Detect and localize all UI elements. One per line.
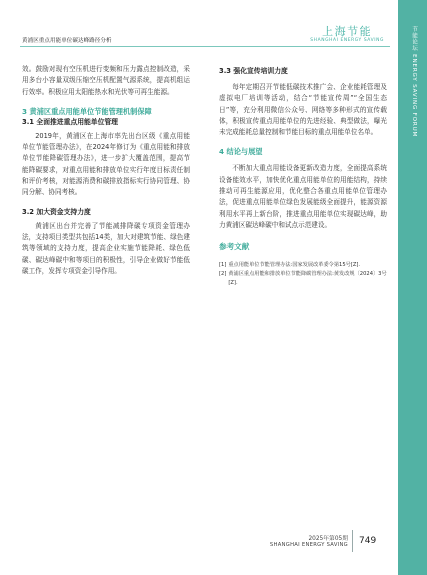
- section-3-1-heading: 3.1 全面推进重点用能单位管理: [22, 117, 118, 126]
- references-heading: 参考文献: [219, 242, 250, 252]
- footer-journal-en: SHANGHAI ENERGY SAVING: [269, 542, 348, 548]
- reference-number: [1]: [219, 261, 227, 268]
- intro-paragraph: 效。鼓励对现有空压机进行变频和压力露点控制改造，采用多台小容量双级压缩空压机配置气源系统，提高机组运行效率。积极应用太阳能热水和光伏等可再生能源。: [22, 65, 190, 96]
- section-3-2-heading: 3.2 加大资金支持力度: [22, 207, 91, 216]
- page-number: 749: [359, 536, 377, 546]
- reference-text: 黄浦区重点用能和排放单位节能降碳管理办法:黄发改规〔2024〕3号[Z].: [228, 270, 387, 286]
- footer-rule: [352, 530, 353, 552]
- section-3-3-heading: 3.3 强化宣传培训力度: [219, 67, 288, 75]
- side-tab-text: 节能论坛 ENERGY SAVING FORUM: [411, 26, 417, 138]
- reference-number: [2]: [219, 270, 227, 277]
- brand-name-cn: 上海节能: [322, 25, 373, 38]
- reference-text: 重点用能单位节能管理办法:国家发展改革委令第15号[Z].: [228, 261, 361, 268]
- reference-item: [219, 261, 387, 270]
- reference-item: [219, 270, 387, 288]
- section-4-heading: 4 结论与展望: [219, 147, 263, 157]
- section-3-heading: 3 黄浦区重点用能单位节能管理机制保障: [22, 106, 152, 116]
- brand: [310, 26, 384, 44]
- right-column: [219, 64, 387, 288]
- section-4-paragraph: 不断加大重点用能设备更新改造力度，全面提高系统设备能效水平，加快优化重点用能单位的用能结构，持续推动可再生能源应用，优化整合各重点用能单位管理办法，促进重点用能单位绿色发展能级全面提升，能源资源利用水平再上新台阶，推进重点用能单位实现碳达峰，助力黄浦区碳达峰碳中和试点示范建设。: [219, 164, 387, 229]
- section-3-1-paragraph: 2019年，黄浦区在上海市率先出台区级《重点用能单位节能管理办法》，在2024年修订为《重点用能和排放单位节能降碳管理办法》，进一步扩大覆盖范围，提高节能降碳要求，对重点用能和排放单位实行年度目标责任制和评价考核，对能源消费和碳排放指标实行协同管理、协同分解、协同考核。: [22, 131, 190, 197]
- left-column: [22, 64, 190, 277]
- footer-issue: 2025年第05期: [308, 536, 348, 542]
- section-3-3-paragraph: 每年定期召开节能低碳技术推广会、企业能耗管理及虚拟电厂培训等活动，结合“节能宣传周”“全国生态日”等，充分利用微信公众号、网络等多种形式的宣传载体，积极宣传重点用能单位的先进经验、典型做法，曝光未完成能耗总量控制和节能目标的重点用能单位名单。: [219, 83, 387, 137]
- section-3-2-paragraph: 黄浦区出台并完善了节能减排降碳专项资金管理办法，支持项目类型共包括14类，加大对建筑节能、绿色建筑等领域的支持力度，提高企业实施节能降耗、绿色低碳、碳达峰碳中和等项目的积极性，引导企业做好节能低碳工作，发挥专项资金引导作用。: [22, 221, 190, 275]
- header-rule: [20, 46, 390, 47]
- header-title: 黄浦区重点用能单位碳达峰路径分析: [22, 38, 112, 44]
- brand-name-en: SHANGHAI ENERGY SAVING: [310, 38, 384, 43]
